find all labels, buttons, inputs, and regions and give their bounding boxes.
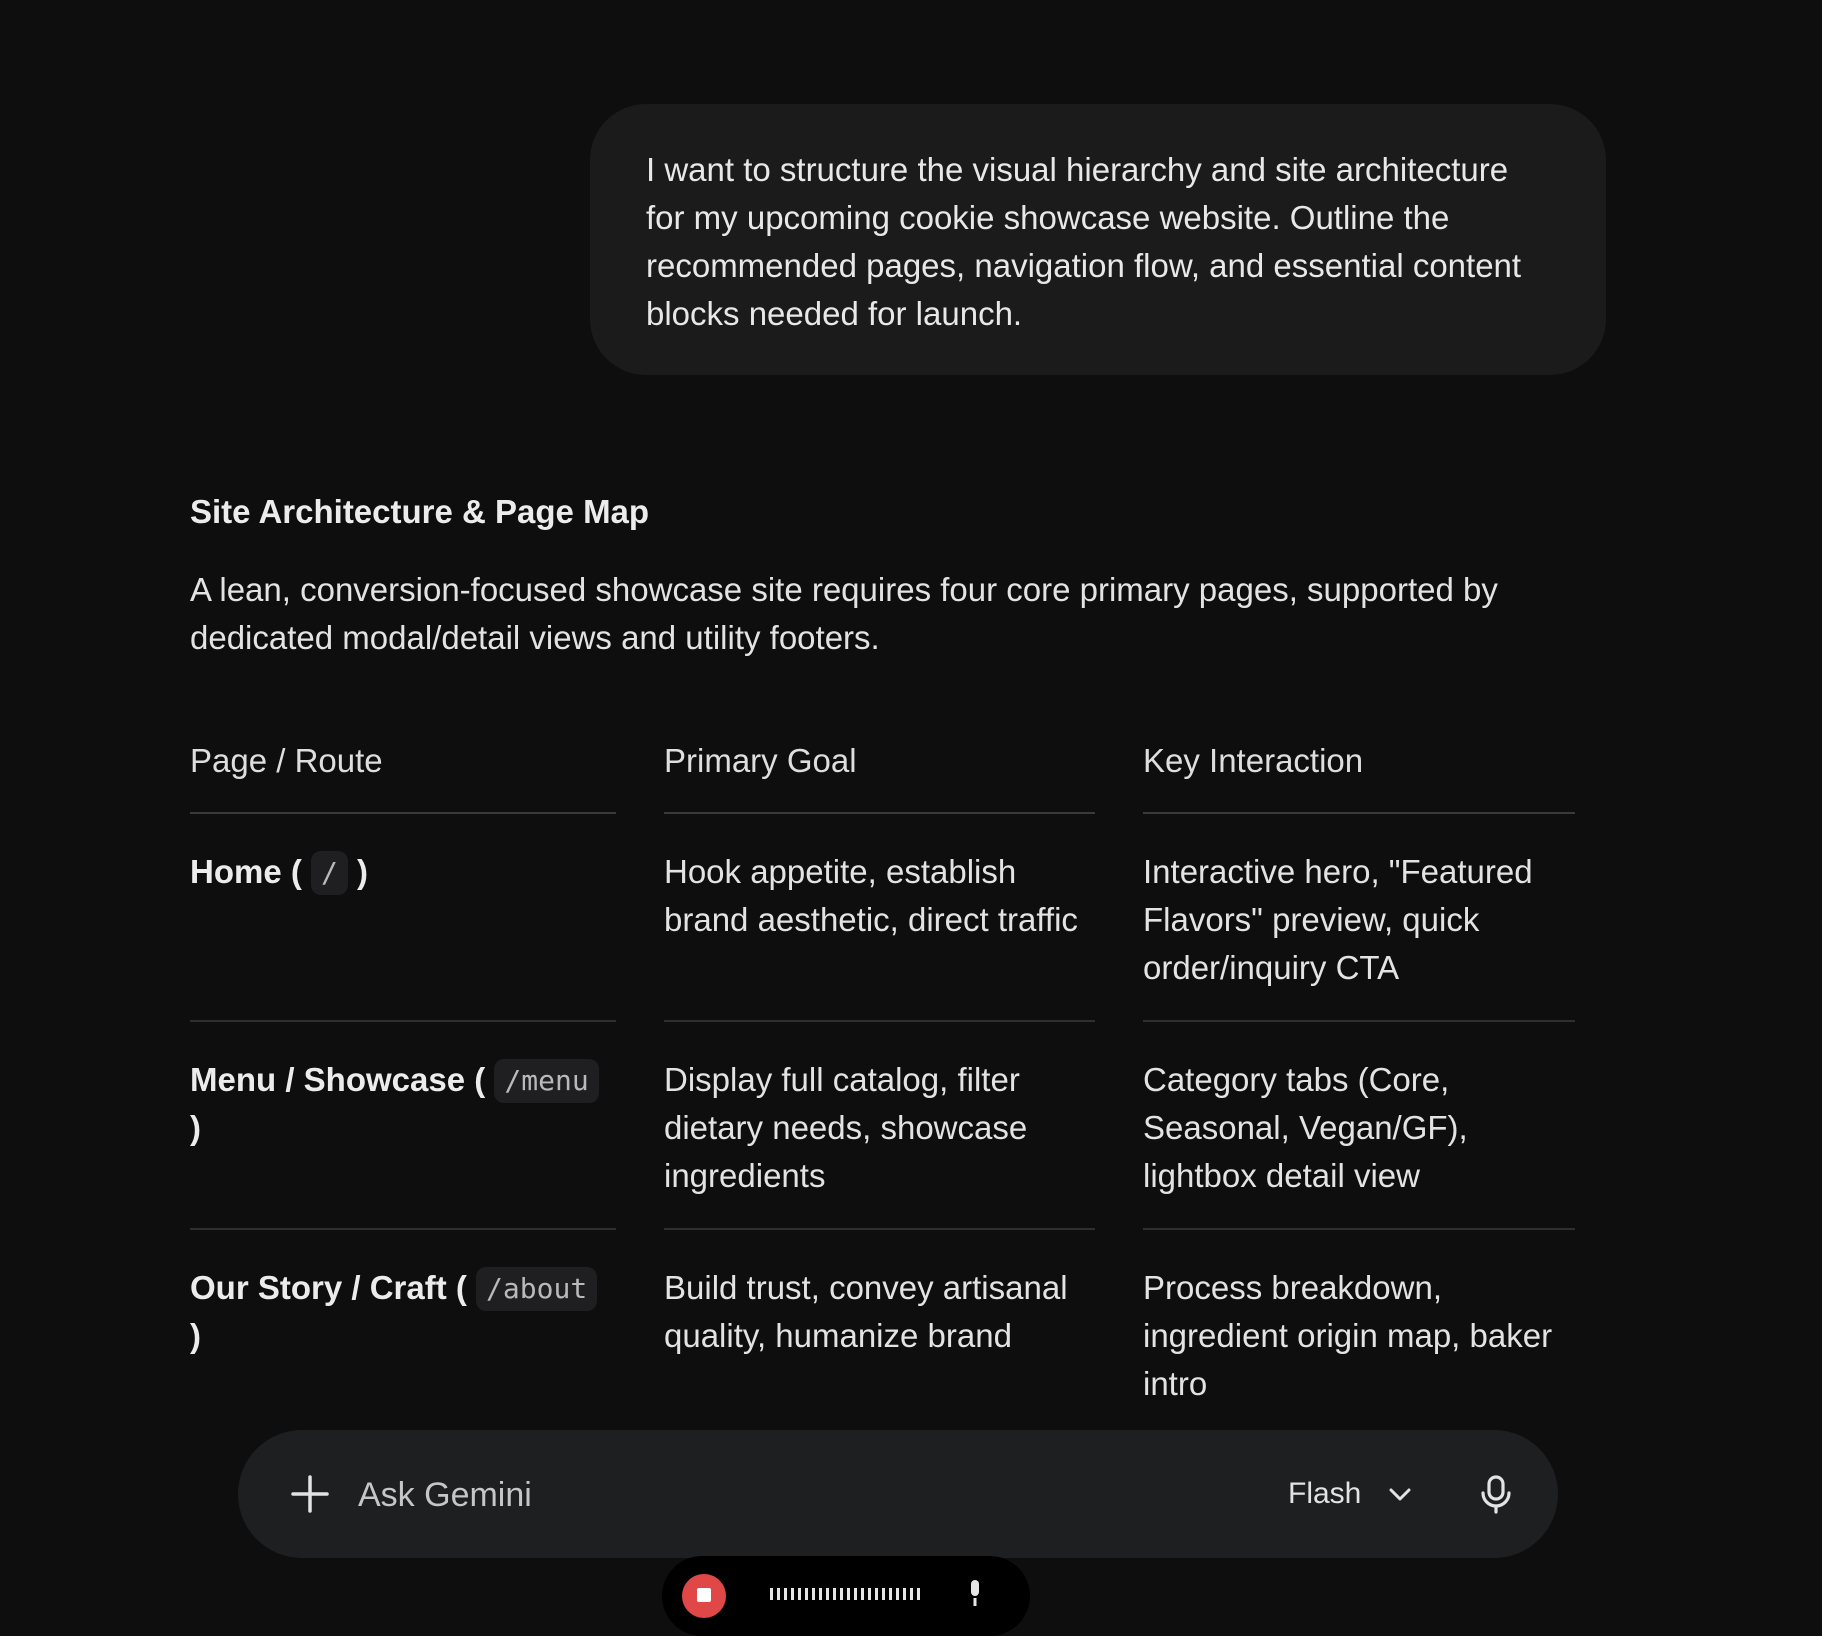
column-header-goal: Primary Goal bbox=[664, 733, 1095, 814]
table-cell-goal: Build trust, convey artisanal quality, humanize brand bbox=[664, 1269, 1068, 1354]
model-label: Flash bbox=[1288, 1477, 1362, 1510]
response-block bbox=[190, 488, 1575, 662]
table-cell-page bbox=[190, 814, 616, 1022]
route-code: / bbox=[311, 851, 348, 895]
table-row bbox=[190, 1022, 1575, 1230]
table-cell-interaction: Process breakdown, ingredient origin map, baker intro bbox=[1143, 1269, 1553, 1402]
stop-icon[interactable] bbox=[682, 1574, 726, 1618]
page-map-table bbox=[190, 733, 1575, 1430]
table-cell-interaction: Interactive hero, "Featured Flavors" preview, quick order/inquiry CTA bbox=[1143, 814, 1575, 1022]
column-header-page: Page / Route bbox=[190, 733, 616, 814]
user-message-text: I want to structure the visual hierarchy and site architecture for my upcoming cookie showcase website. Outline the recommended pages, navigation flow, and essential content blocks needed for launch. bbox=[646, 151, 1522, 332]
table-cell-page bbox=[190, 1022, 616, 1230]
page-name-close: ) bbox=[190, 1317, 201, 1354]
table-row bbox=[190, 1230, 1575, 1430]
microphone-icon[interactable] bbox=[960, 1578, 990, 1608]
table-cell-interaction: Category tabs (Core, Seasonal, Vegan/GF), lightbox detail view bbox=[1143, 1022, 1575, 1230]
table-cell-goal: Hook appetite, establish brand aesthetic, direct traffic bbox=[664, 814, 1095, 1022]
column-header-interaction: Key Interaction bbox=[1143, 733, 1575, 814]
chevron-down-icon bbox=[1387, 1481, 1413, 1507]
page-name-close: ) bbox=[357, 853, 369, 890]
page-name-close: ) bbox=[190, 1109, 201, 1146]
table-cell-page bbox=[190, 1230, 616, 1430]
table-row bbox=[190, 814, 1575, 1022]
route-code: /menu bbox=[494, 1059, 598, 1103]
page-name: Our Story / Craft ( bbox=[190, 1269, 467, 1306]
recording-bar bbox=[662, 1556, 1030, 1636]
response-intro: A lean, conversion-focused showcase site requires four core primary pages, supported by dedicated modal/detail views and utility footers. bbox=[190, 571, 1498, 656]
waveform-icon bbox=[770, 1588, 920, 1600]
table-cell-goal: Display full catalog, filter dietary needs, showcase ingredients bbox=[664, 1022, 1095, 1230]
route-code: /about bbox=[476, 1267, 597, 1311]
microphone-icon[interactable] bbox=[1476, 1474, 1516, 1514]
plus-icon[interactable] bbox=[290, 1474, 330, 1514]
table-header-row bbox=[190, 733, 1575, 814]
prompt-input-bar bbox=[238, 1430, 1558, 1558]
user-message-bubble bbox=[590, 104, 1606, 375]
page-name: Menu / Showcase ( bbox=[190, 1061, 486, 1098]
model-picker-button[interactable] bbox=[1288, 1464, 1413, 1524]
response-heading: Site Architecture & Page Map bbox=[190, 493, 650, 530]
prompt-input[interactable] bbox=[356, 1468, 1240, 1522]
page-name: Home ( bbox=[190, 853, 302, 890]
